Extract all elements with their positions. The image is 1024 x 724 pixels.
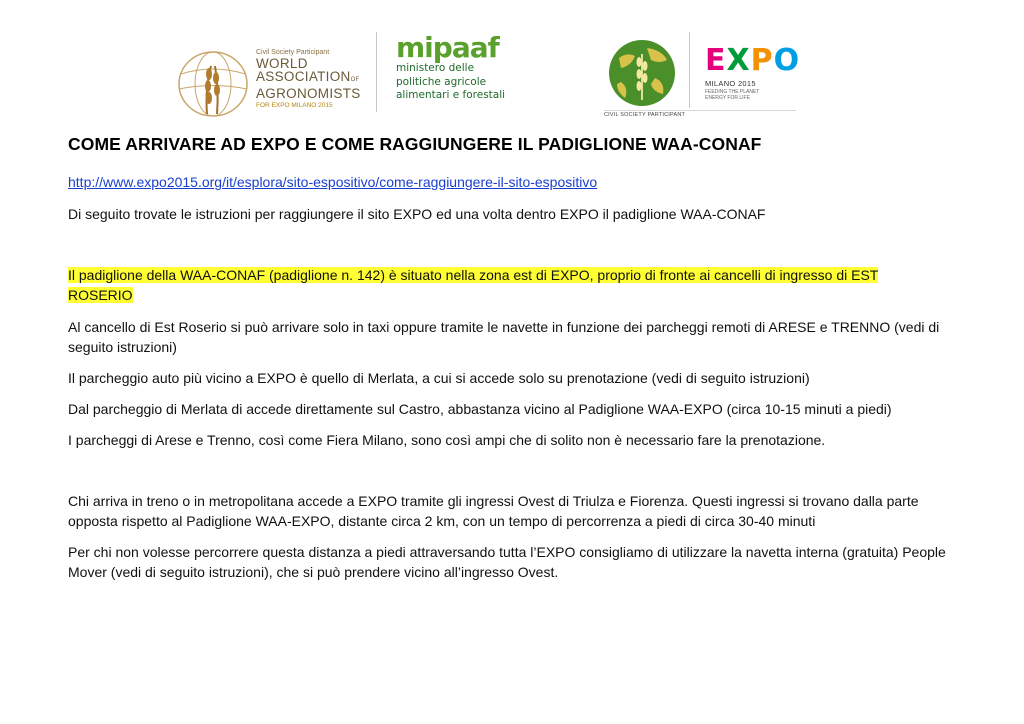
highlighted-text: ROSERIO xyxy=(68,287,133,303)
paragraph: I parcheggi di Arese e Trenno, così come Fiera Milano, sono così ampi che di solito non è necessario fare la prenotazione. xyxy=(68,432,826,448)
paragraph: Chi arriva in treno o in metropolitana accede a EXPO tramite gli ingressi Ovest di Triulza e Fiorenza. Questi ingressi si trovano dalla parte opposta rispetto al Padiglione WAA-EXPO, distante circa 2 km, con un tempo di percorrenza a piedi di circa 30-40 minuti xyxy=(68,493,919,529)
page-title: COME ARRIVARE AD EXPO E COME RAGGIUNGERE IL PADIGLIONE WAA-CONAF xyxy=(68,134,762,154)
waa-line-world: WORLD xyxy=(256,56,308,71)
expo-tagline: FEEDING THE PLANET ENERGY FOR LIFE xyxy=(705,89,760,101)
paragraph: Dal parcheggio di Merlata di accede direttamente sul Castro, abbastanza vicino al Padiglione WAA-EXPO (circa 10-15 minuti a piedi) xyxy=(68,401,892,417)
logo-divider xyxy=(376,32,377,112)
intro-paragraph: Di seguito trovate le istruzioni per raggiungere il sito EXPO ed una volta dentro EXPO il padiglione WAA-CONAF xyxy=(68,206,766,222)
green-globe-icon xyxy=(607,38,677,108)
mipaaf-line: alimentari e forestali xyxy=(396,89,506,101)
wheat-globe-icon xyxy=(173,44,253,119)
expo-2015-logo xyxy=(705,43,805,101)
waa-line-agronomists: AGRONOMISTS xyxy=(256,86,361,101)
mipaaf-line: ministero delle xyxy=(396,62,475,74)
expo-directions-link[interactable]: http://www.expo2015.org/it/esplora/sito-espositivo/come-raggiungere-il-sito-espositivo xyxy=(68,174,598,190)
highlighted-paragraph xyxy=(68,265,948,305)
paragraph: Per chi non volesse percorrere questa distanza a piedi attraversando tutta l’EXPO consigliamo di utilizzare la navetta interna (gratuita) People Mover (vedi di seguito istruzioni), che si può prendere vicino all’ingresso Ovest. xyxy=(68,544,946,580)
waa-tagline: FOR EXPO MILANO 2015 xyxy=(256,102,333,109)
waa-logo xyxy=(173,44,363,119)
mipaaf-brand: mipaaf xyxy=(396,31,499,64)
expo-letter: P xyxy=(750,43,773,78)
expo-participant-label: CIVIL SOCIETY PARTICIPANT xyxy=(604,112,686,118)
expo-milano-label: MILANO 2015 xyxy=(705,79,756,88)
logo-divider xyxy=(689,32,690,108)
highlighted-text: Il padiglione della WAA-CONAF (padiglione n. 142) è situato nella zona est di EXPO, proprio di fronte ai cancelli di ingresso di EST xyxy=(68,267,879,283)
document-body xyxy=(68,134,948,580)
logo-baseline xyxy=(604,110,796,111)
waa-participant-label: Civil Society Participant xyxy=(256,49,330,56)
logo-header xyxy=(0,26,1024,126)
expo-letter: E xyxy=(705,43,726,78)
mipaaf-logo xyxy=(396,31,506,103)
waa-line-association: ASSOCIATIONOF xyxy=(256,69,360,84)
expo-letter: O xyxy=(773,43,800,78)
expo-wordmark xyxy=(705,43,805,78)
paragraph: Il parcheggio auto più vicino a EXPO è quello di Merlata, a cui si accede solo su prenotazione (vedi di seguito istruzioni) xyxy=(68,370,810,386)
expo-letter: X xyxy=(726,43,750,78)
waa-wordmark xyxy=(256,49,366,109)
mipaaf-line: politiche agricole xyxy=(396,75,487,88)
paragraph: Al cancello di Est Roserio si può arrivare solo in taxi oppure tramite le navette in funzione dei parcheggi remoti di ARESE e TRENNO (vedi di seguito istruzioni) xyxy=(68,319,940,355)
link-paragraph xyxy=(68,172,948,192)
